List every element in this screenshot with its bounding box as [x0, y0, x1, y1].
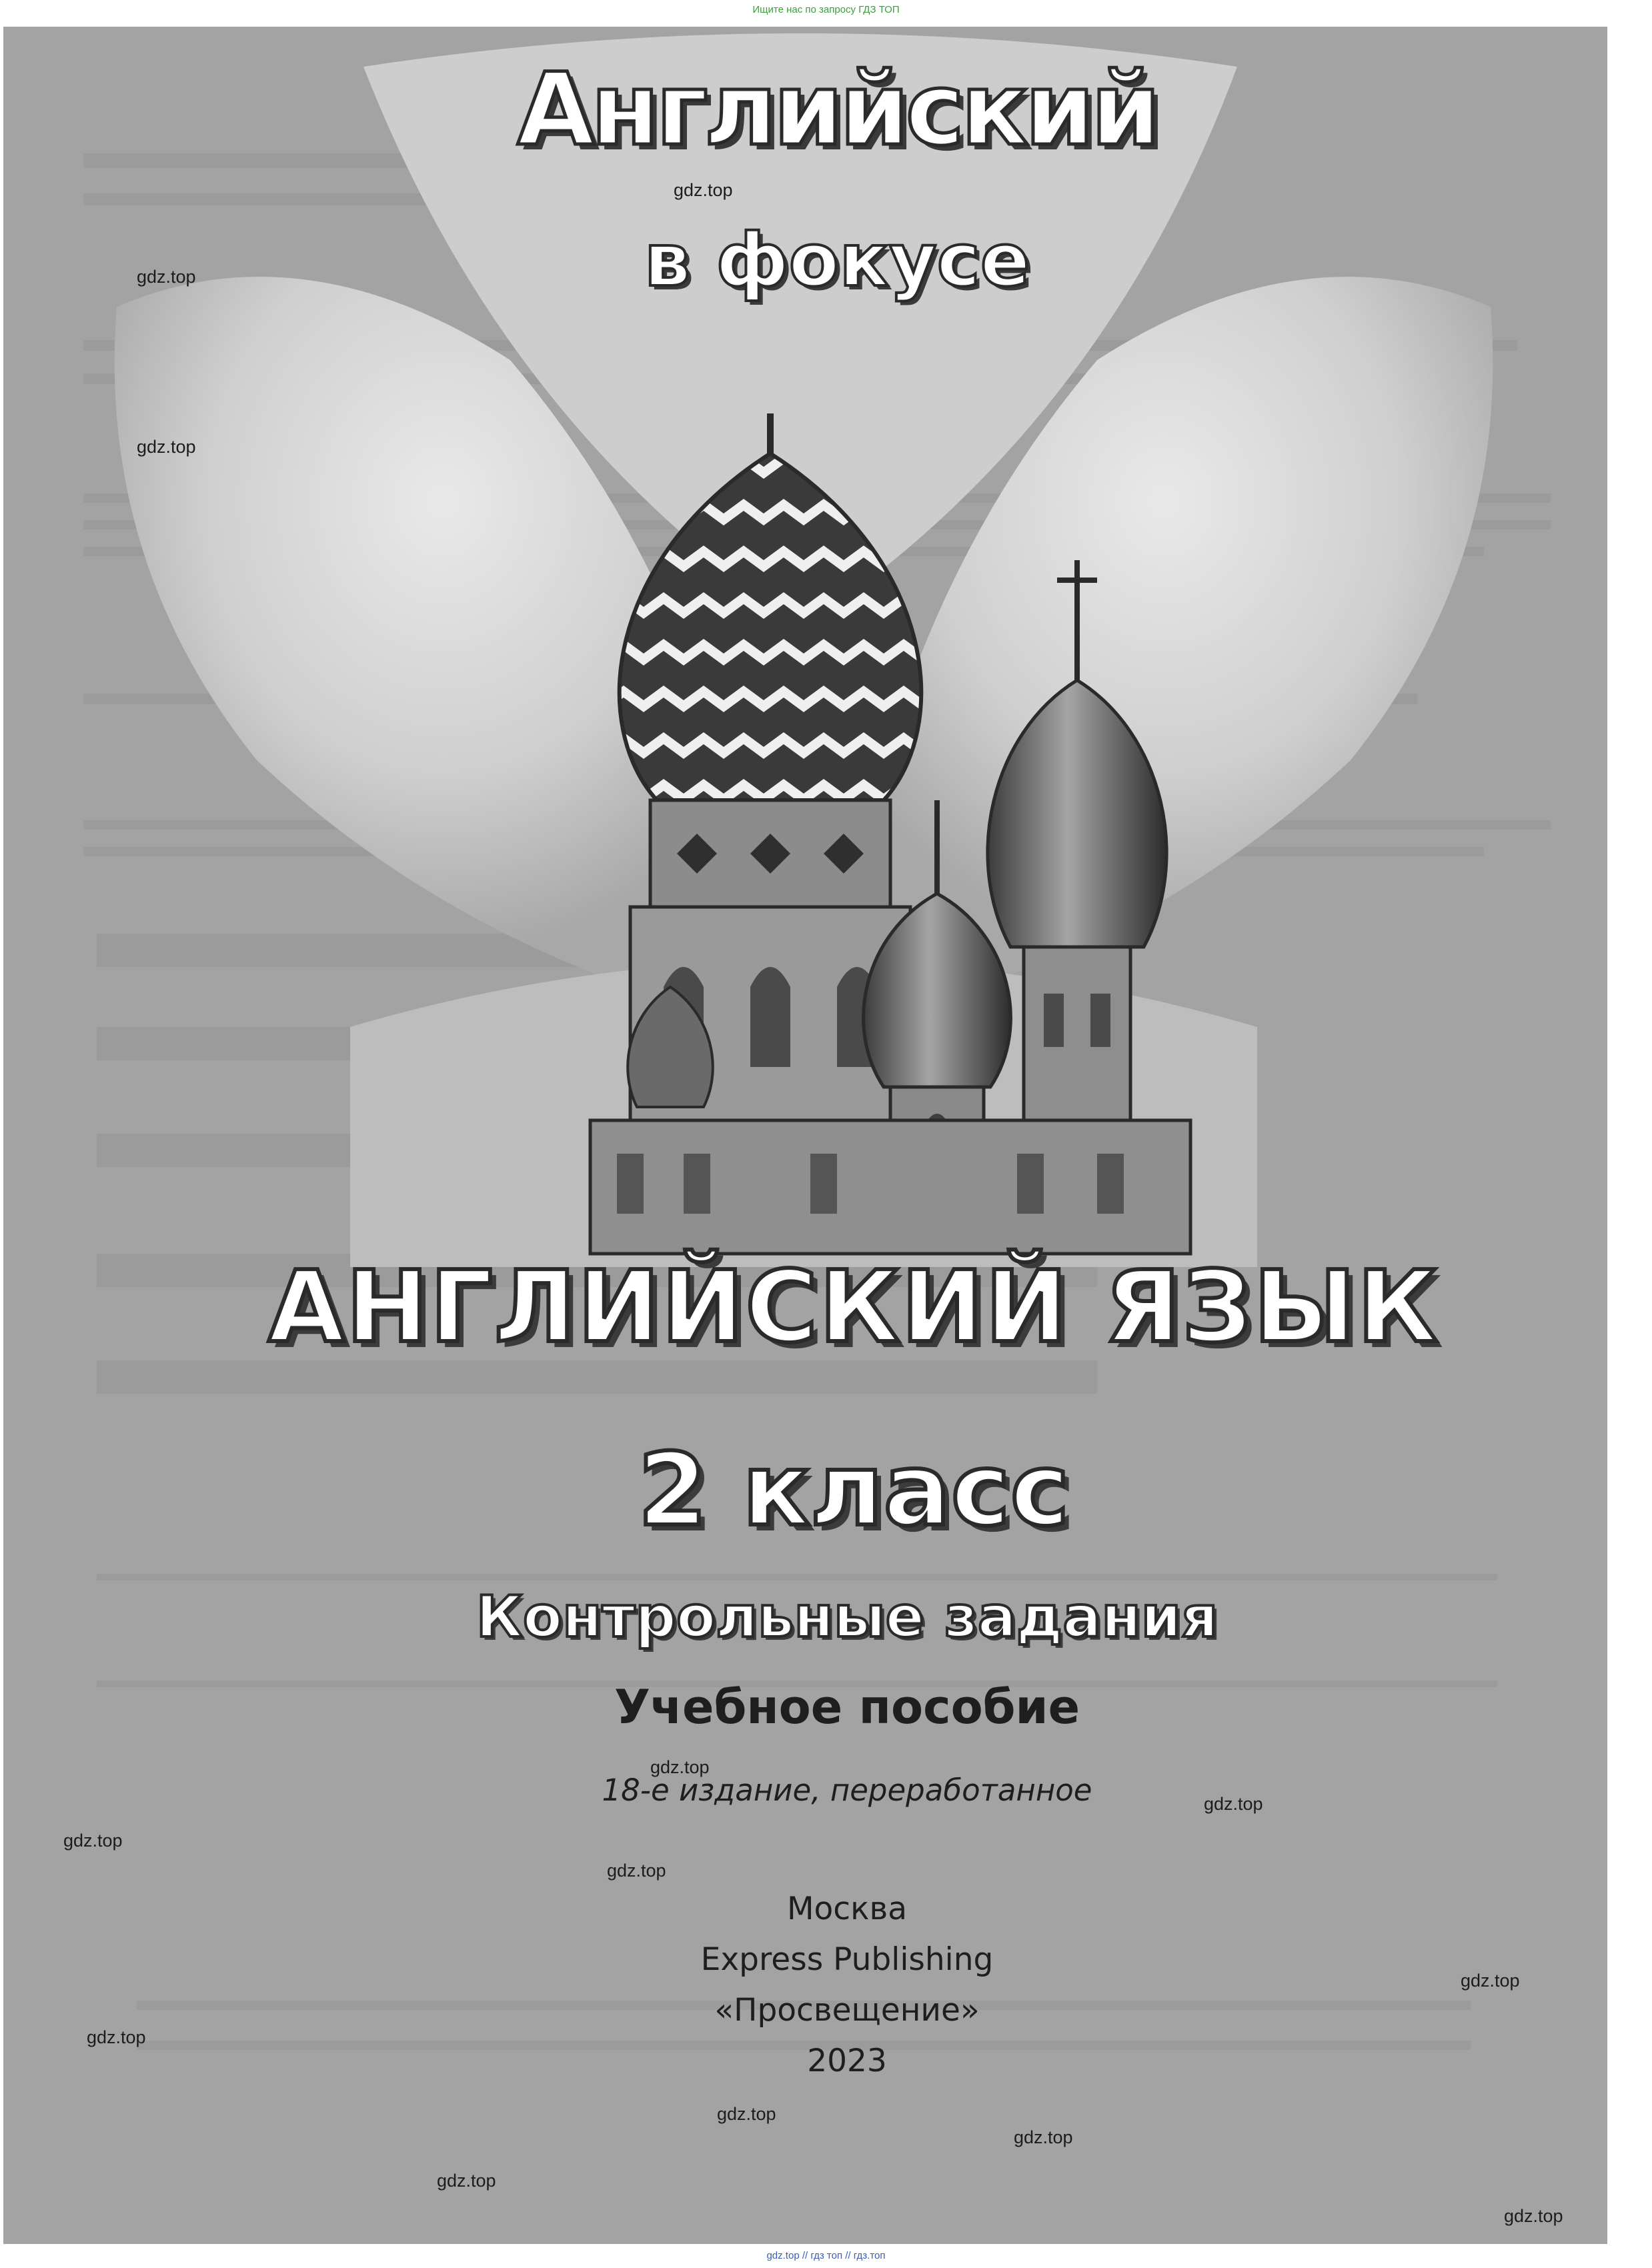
bottom-banner[interactable]: gdz.top // гдз топ // гдз.топ: [766, 2250, 886, 2261]
watermark-label: gdz.top: [63, 1831, 123, 1851]
watermark-label: gdz.top: [1014, 2127, 1073, 2147]
series-logo-subtitle: в фокусе: [644, 217, 1030, 303]
imprint-year: 2023: [807, 2043, 887, 2079]
imprint-publisher-1: Express Publishing: [700, 1941, 994, 1978]
top-banner[interactable]: Ищите нас по запросу ГДЗ ТОП: [752, 4, 900, 15]
watermark-label: gdz.top: [674, 180, 733, 200]
book-cover-page: [3, 27, 1607, 2244]
book-subtitle: Контрольные задания: [476, 1584, 1218, 1650]
book-type: Учебное пособие: [614, 1680, 1080, 1735]
grade-label: 2 класс: [638, 1432, 1070, 1548]
subject-title: АНГЛИЙСКИЙ ЯЗЫК: [268, 1250, 1439, 1364]
watermark-label: gdz.top: [1504, 2206, 1563, 2226]
watermark-label: gdz.top: [717, 2104, 776, 2124]
imprint-block: [497, 1884, 1197, 2087]
imprint-city: Москва: [786, 1891, 908, 1927]
watermark-label: gdz.top: [1461, 1971, 1520, 1991]
watermark-label: gdz.top: [437, 2171, 496, 2191]
watermark-label: gdz.top: [87, 2027, 146, 2047]
watermark-label: gdz.top: [137, 267, 196, 287]
watermark-label: gdz.top: [607, 1861, 666, 1881]
edition-note: 18-е издание, переработанное: [602, 1773, 1092, 1808]
imprint-publisher-2: «Просвещение»: [714, 1992, 980, 2029]
watermark-label: gdz.top: [650, 1757, 710, 1777]
series-logo-title: Английский: [517, 52, 1157, 168]
watermark-label: gdz.top: [1204, 1794, 1263, 1814]
watermark-label: gdz.top: [137, 437, 196, 457]
